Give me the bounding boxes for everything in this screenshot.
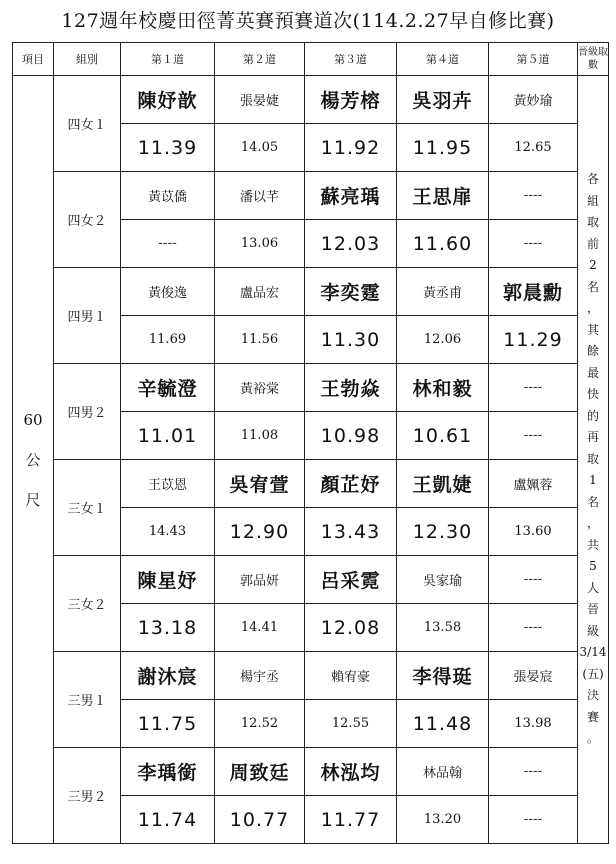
runner-name: 辛毓澄 bbox=[121, 364, 215, 412]
advance-note-char: 快 bbox=[586, 387, 599, 402]
runner-time: ---- bbox=[489, 604, 578, 652]
advance-note-char: 決 bbox=[586, 688, 599, 703]
runner-name: 呂采霓 bbox=[305, 556, 397, 604]
runner-time: 14.43 bbox=[121, 508, 215, 556]
runner-name: ---- bbox=[489, 748, 578, 796]
runner-name: 潘以芊 bbox=[215, 172, 305, 220]
runner-name: 林和毅 bbox=[397, 364, 489, 412]
advance-note-char: 級 bbox=[586, 623, 599, 638]
runner-time: 11.95 bbox=[397, 124, 489, 172]
runner-time: ---- bbox=[489, 412, 578, 460]
group-label: 三女２ bbox=[54, 556, 121, 652]
group-label: 四男２ bbox=[54, 364, 121, 460]
runner-time: ---- bbox=[489, 220, 578, 268]
runner-time: 12.08 bbox=[305, 604, 397, 652]
runner-time: 12.65 bbox=[489, 124, 578, 172]
runner-name: 林品翰 bbox=[397, 748, 489, 796]
runner-name: ---- bbox=[489, 556, 578, 604]
runner-name: 黃丞甫 bbox=[397, 268, 489, 316]
advance-note-char: 其 bbox=[586, 322, 599, 337]
runner-name: ---- bbox=[489, 364, 578, 412]
runner-time: 13.98 bbox=[489, 700, 578, 748]
heat-name-row bbox=[13, 76, 609, 124]
group-label: 四女１ bbox=[54, 76, 121, 172]
runner-time: ---- bbox=[121, 220, 215, 268]
header-advance: 晉級取數 bbox=[578, 43, 609, 76]
header-row bbox=[13, 43, 609, 76]
runner-time: 13.60 bbox=[489, 508, 578, 556]
heat-name-row bbox=[13, 748, 609, 796]
runner-time: 11.30 bbox=[305, 316, 397, 364]
runner-time: 13.18 bbox=[121, 604, 215, 652]
group-label: 三男１ bbox=[54, 652, 121, 748]
page-title: 127週年校慶田徑菁英賽預賽道次(114.2.27早自修比賽) bbox=[61, 10, 555, 32]
heat-name-row bbox=[13, 556, 609, 604]
advance-note-char: 名 bbox=[586, 494, 599, 509]
event-char: 尺 bbox=[25, 490, 41, 509]
runner-time: 12.03 bbox=[305, 220, 397, 268]
runner-time: 12.06 bbox=[397, 316, 489, 364]
runner-name: 蘇亮瑀 bbox=[305, 172, 397, 220]
heat-name-row bbox=[13, 460, 609, 508]
advance-note-char: 取 bbox=[586, 451, 599, 466]
header-lane-3: 第３道 bbox=[305, 43, 397, 76]
advance-note-char: 1 bbox=[589, 473, 597, 488]
runner-name: 張晏宸 bbox=[489, 652, 578, 700]
runner-time: 11.08 bbox=[215, 412, 305, 460]
advance-note-char: 的 bbox=[586, 408, 599, 423]
runner-name: 楊宇丞 bbox=[215, 652, 305, 700]
header-event: 項目 bbox=[13, 43, 54, 76]
advance-note-char: 共 bbox=[586, 537, 599, 552]
runner-name: 王苡恩 bbox=[121, 460, 215, 508]
runner-time: 12.52 bbox=[215, 700, 305, 748]
runner-time: 11.69 bbox=[121, 316, 215, 364]
header-lane-4: 第４道 bbox=[397, 43, 489, 76]
runner-time: 11.29 bbox=[489, 316, 578, 364]
advance-note-char: (五) bbox=[582, 666, 604, 681]
runner-name: 陳妤歆 bbox=[121, 76, 215, 124]
heat-table bbox=[12, 42, 609, 844]
runner-time: 11.92 bbox=[305, 124, 397, 172]
heat-name-row bbox=[13, 268, 609, 316]
runner-time: 10.77 bbox=[215, 796, 305, 844]
runner-name: 王凱婕 bbox=[397, 460, 489, 508]
runner-name: 李瑀銜 bbox=[121, 748, 215, 796]
advance-note-char: 餘 bbox=[586, 344, 599, 359]
runner-time: 13.06 bbox=[215, 220, 305, 268]
runner-name: 郭品妍 bbox=[215, 556, 305, 604]
advance-note-char: ， bbox=[586, 516, 599, 531]
header-lane-1: 第１道 bbox=[121, 43, 215, 76]
runner-name: 吳羽卉 bbox=[397, 76, 489, 124]
advance-note-char: 取 bbox=[586, 215, 599, 230]
runner-name: 王勃焱 bbox=[305, 364, 397, 412]
header-lane-2: 第２道 bbox=[215, 43, 305, 76]
runner-name: 楊芳榕 bbox=[305, 76, 397, 124]
header-group: 組別 bbox=[54, 43, 121, 76]
advance-note bbox=[578, 76, 609, 844]
advance-note-char: 晉 bbox=[586, 602, 599, 617]
runner-time: 10.98 bbox=[305, 412, 397, 460]
group-label: 四女２ bbox=[54, 172, 121, 268]
runner-time: 11.01 bbox=[121, 412, 215, 460]
runner-name: 張晏婕 bbox=[215, 76, 305, 124]
group-label: 三男２ bbox=[54, 748, 121, 844]
advance-note-char: 名 bbox=[586, 279, 599, 294]
event-char: 公 bbox=[25, 450, 41, 469]
advance-note-char: 2 bbox=[589, 258, 597, 273]
runner-name: 盧姵蓉 bbox=[489, 460, 578, 508]
runner-time: 11.56 bbox=[215, 316, 305, 364]
runner-time: 10.61 bbox=[397, 412, 489, 460]
runner-time: 12.30 bbox=[397, 508, 489, 556]
runner-time: 13.20 bbox=[397, 796, 489, 844]
event-cell bbox=[13, 76, 54, 844]
advance-note-char: 5 bbox=[589, 559, 597, 574]
runner-name: 黃俊逸 bbox=[121, 268, 215, 316]
runner-name: 盧品宏 bbox=[215, 268, 305, 316]
runner-time: 11.60 bbox=[397, 220, 489, 268]
runner-name: 黃裕棠 bbox=[215, 364, 305, 412]
advance-note-char: 3/14 bbox=[579, 645, 607, 660]
advance-note-char: 再 bbox=[586, 430, 599, 445]
runner-time: 14.41 bbox=[215, 604, 305, 652]
runner-name: 謝沐宸 bbox=[121, 652, 215, 700]
runner-time: 14.05 bbox=[215, 124, 305, 172]
advance-note-char: 前 bbox=[586, 236, 599, 251]
runner-name: 賴宥豪 bbox=[305, 652, 397, 700]
runner-name: 吳家瑜 bbox=[397, 556, 489, 604]
advance-note-char: 組 bbox=[586, 193, 599, 208]
runner-time: 11.75 bbox=[121, 700, 215, 748]
advance-note-char: 最 bbox=[586, 365, 599, 380]
runner-time: 11.77 bbox=[305, 796, 397, 844]
advance-note-char: 各 bbox=[586, 172, 599, 187]
runner-name: 顏芷妤 bbox=[305, 460, 397, 508]
advance-note-char: 。 bbox=[586, 731, 599, 746]
runner-name: 李得珽 bbox=[397, 652, 489, 700]
runner-time: 13.43 bbox=[305, 508, 397, 556]
runner-name: 黃苡僑 bbox=[121, 172, 215, 220]
runner-name: 吳宥萱 bbox=[215, 460, 305, 508]
heat-name-row bbox=[13, 652, 609, 700]
advance-note-char: 人 bbox=[586, 580, 599, 595]
runner-name: 黃妙瑜 bbox=[489, 76, 578, 124]
runner-time: 13.58 bbox=[397, 604, 489, 652]
runner-time: 11.74 bbox=[121, 796, 215, 844]
header-lane-5: 第５道 bbox=[489, 43, 578, 76]
runner-name: 周致廷 bbox=[215, 748, 305, 796]
runner-name: 李奕霆 bbox=[305, 268, 397, 316]
group-label: 四男１ bbox=[54, 268, 121, 364]
group-label: 三女１ bbox=[54, 460, 121, 556]
heat-name-row bbox=[13, 364, 609, 412]
runner-name: 郭晨勳 bbox=[489, 268, 578, 316]
advance-note-char: 賽 bbox=[586, 709, 599, 724]
event-char: 60 bbox=[23, 410, 43, 429]
advance-note-char: ， bbox=[586, 301, 599, 316]
runner-time: 11.48 bbox=[397, 700, 489, 748]
runner-name: 王思扉 bbox=[397, 172, 489, 220]
runner-time: ---- bbox=[489, 796, 578, 844]
runner-name: 陳星妤 bbox=[121, 556, 215, 604]
runner-time: 12.55 bbox=[305, 700, 397, 748]
runner-name: ---- bbox=[489, 172, 578, 220]
runner-time: 11.39 bbox=[121, 124, 215, 172]
runner-name: 林泓均 bbox=[305, 748, 397, 796]
runner-time: 12.90 bbox=[215, 508, 305, 556]
heat-name-row bbox=[13, 172, 609, 220]
